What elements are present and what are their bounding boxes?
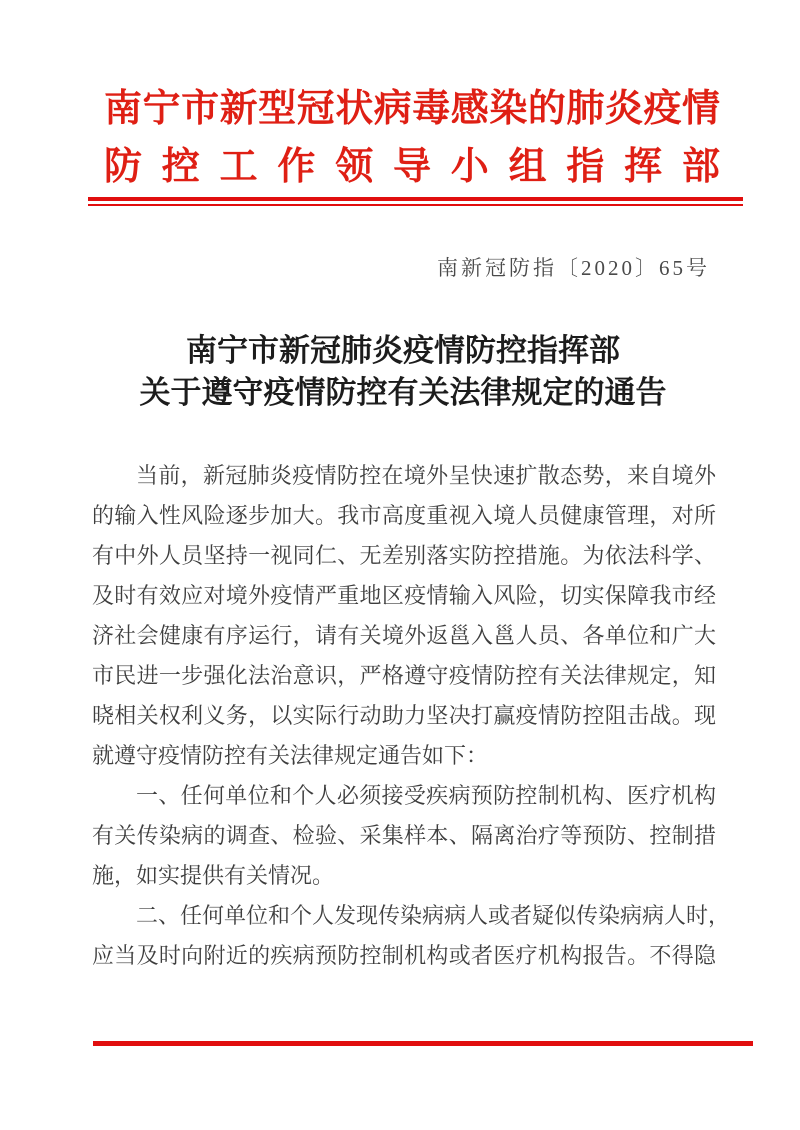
letterhead-line-1: 南宁市新型冠状病毒感染的肺炎疫情 <box>104 88 720 130</box>
letterhead-line-2: 防控工作领导小组指挥部 <box>104 146 720 188</box>
body-line: 市民进一步强化法治意识，严格遵守疫情防控有关法律规定，知 <box>92 663 716 688</box>
letterhead <box>104 80 720 196</box>
body-line: 的输入性风险逐步加大。我市高度重视入境人员健康管理，对所 <box>92 503 716 528</box>
body-line: 施，如实提供有关情况。 <box>92 863 335 888</box>
notice-body <box>92 456 731 976</box>
body-line: 济社会健康有序运行，请有关境外返邕入邕人员、各单位和广大 <box>92 623 716 648</box>
body-line: 应当及时向附近的疾病预防控制机构或者医疗机构报告。不得隐 <box>92 943 716 968</box>
body-line: 一、任何单位和个人必须接受疾病预防控制机构、医疗机构 <box>136 783 716 808</box>
footer-red-rule <box>93 1041 753 1046</box>
notice-title-line-1: 南宁市新冠肺炎疫情防控指挥部 <box>186 333 620 368</box>
body-line: 晓相关权利义务，以实际行动助力坚决打赢疫情防控阻击战。现 <box>92 703 716 728</box>
body-line: 就遵守疫情防控有关法律规定通告如下： <box>92 743 489 768</box>
notice-title-line-2: 关于遵守疫情防控有关法律规定的通告 <box>139 375 667 410</box>
body-line: 当前，新冠肺炎疫情防控在境外呈快速扩散态势，来自境外 <box>136 463 716 488</box>
body-line: 有中外人员坚持一视同仁、无差别落实防控措施。为依法科学、 <box>92 543 716 568</box>
body-line: 有关传染病的调查、检验、采集样本、隔离治疗等预防、控制措 <box>92 823 716 848</box>
notice-title <box>90 330 716 414</box>
body-line: 及时有效应对境外疫情严重地区疫情输入风险，切实保障我市经 <box>92 583 716 608</box>
body-line: 二、任何单位和个人发现传染病病人或者疑似传染病病人时， <box>136 903 731 928</box>
letterhead-double-rule <box>88 197 743 206</box>
document-number: 南新冠防指〔2020〕65号 <box>437 256 710 280</box>
